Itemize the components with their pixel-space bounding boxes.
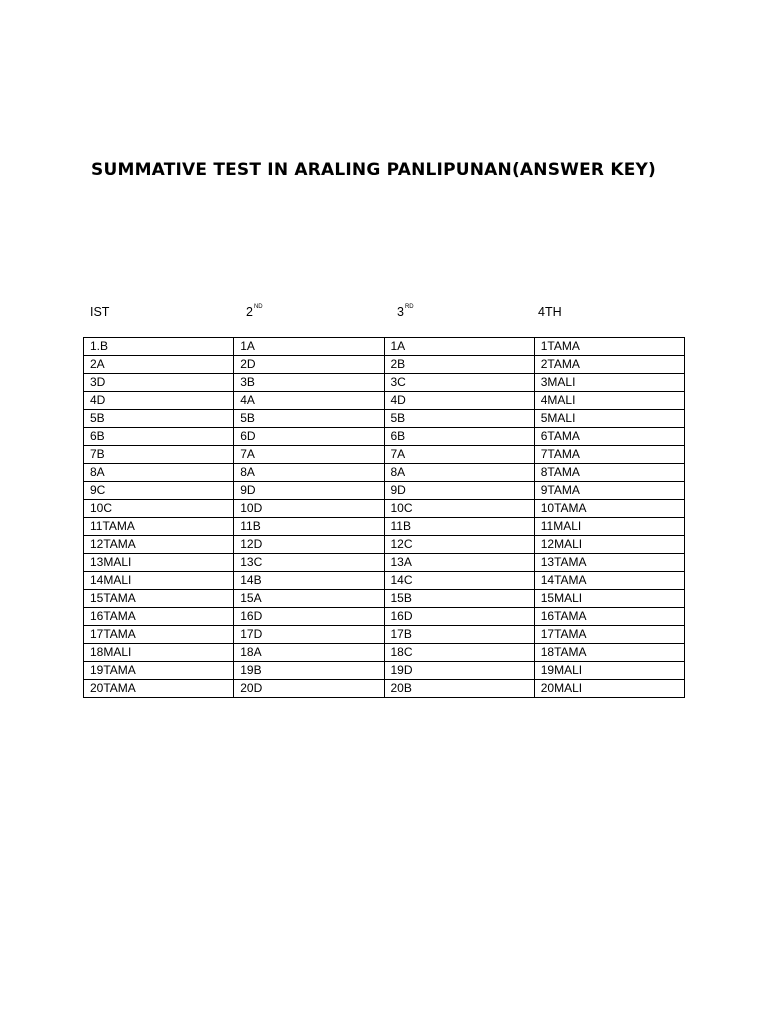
table-cell: 3B bbox=[234, 374, 384, 392]
table-cell: 7TAMA bbox=[534, 446, 684, 464]
table-cell: 8TAMA bbox=[534, 464, 684, 482]
table-cell: 10C bbox=[84, 500, 234, 518]
table-row bbox=[84, 410, 685, 428]
table-cell: 17D bbox=[234, 626, 384, 644]
column-header-2nd-text: 2 bbox=[246, 305, 253, 319]
table-cell: 13TAMA bbox=[534, 554, 684, 572]
table-cell: 12MALI bbox=[534, 536, 684, 554]
table-cell: 18MALI bbox=[84, 644, 234, 662]
table-cell: 10D bbox=[234, 500, 384, 518]
table-cell: 8A bbox=[84, 464, 234, 482]
table-cell: 11MALI bbox=[534, 518, 684, 536]
table-cell: 18TAMA bbox=[534, 644, 684, 662]
table-cell: 20B bbox=[384, 680, 534, 698]
table-cell: 8A bbox=[234, 464, 384, 482]
table-cell: 3C bbox=[384, 374, 534, 392]
table-cell: 15MALI bbox=[534, 590, 684, 608]
table-cell: 2D bbox=[234, 356, 384, 374]
table-cell: 10TAMA bbox=[534, 500, 684, 518]
table-cell: 3D bbox=[84, 374, 234, 392]
table-cell: 14C bbox=[384, 572, 534, 590]
table-row bbox=[84, 590, 685, 608]
table-cell: 7B bbox=[84, 446, 234, 464]
table-row bbox=[84, 626, 685, 644]
table-cell: 15B bbox=[384, 590, 534, 608]
table-cell: 5B bbox=[234, 410, 384, 428]
table-cell: 20MALI bbox=[534, 680, 684, 698]
table-cell: 9C bbox=[84, 482, 234, 500]
table-cell: 16D bbox=[234, 608, 384, 626]
table-row bbox=[84, 464, 685, 482]
table-cell: 12TAMA bbox=[84, 536, 234, 554]
column-header-2nd bbox=[246, 305, 263, 319]
table-cell: 10C bbox=[384, 500, 534, 518]
table-cell: 19B bbox=[234, 662, 384, 680]
table-cell: 18A bbox=[234, 644, 384, 662]
table-row bbox=[84, 374, 685, 392]
table-cell: 4A bbox=[234, 392, 384, 410]
table-cell: 15A bbox=[234, 590, 384, 608]
column-header-1st-text: IST bbox=[90, 305, 110, 319]
column-header-1st bbox=[90, 305, 109, 319]
table-cell: 11B bbox=[234, 518, 384, 536]
table-cell: 1A bbox=[234, 338, 384, 356]
table-cell: 4D bbox=[384, 392, 534, 410]
table-cell: 5B bbox=[84, 410, 234, 428]
table-cell: 19TAMA bbox=[84, 662, 234, 680]
table-cell: 6B bbox=[84, 428, 234, 446]
column-header-2nd-suffix: ND bbox=[253, 304, 263, 310]
answer-key-table bbox=[83, 337, 685, 698]
table-row bbox=[84, 662, 685, 680]
table-cell: 2B bbox=[384, 356, 534, 374]
table-cell: 2A bbox=[84, 356, 234, 374]
table-cell: 13MALI bbox=[84, 554, 234, 572]
table-cell: 5MALI bbox=[534, 410, 684, 428]
table-cell: 9TAMA bbox=[534, 482, 684, 500]
table-row bbox=[84, 554, 685, 572]
table-cell: 3MALI bbox=[534, 374, 684, 392]
table-cell: 9D bbox=[384, 482, 534, 500]
table-cell: 13A bbox=[384, 554, 534, 572]
table-cell: 20D bbox=[234, 680, 384, 698]
table-cell: 17B bbox=[384, 626, 534, 644]
table-row bbox=[84, 518, 685, 536]
table-cell: 17TAMA bbox=[534, 626, 684, 644]
document-title: SUMMATIVE TEST IN ARALING PANLIPUNAN(ANSWER KEY) bbox=[91, 160, 656, 180]
table-cell: 20TAMA bbox=[84, 680, 234, 698]
table-cell: 7A bbox=[384, 446, 534, 464]
table-cell: 1.B bbox=[84, 338, 234, 356]
table-cell: 6D bbox=[234, 428, 384, 446]
table-cell: 7A bbox=[234, 446, 384, 464]
table-cell: 13C bbox=[234, 554, 384, 572]
table-row bbox=[84, 608, 685, 626]
column-header-4th-text: 4TH bbox=[538, 305, 562, 319]
table-cell: 2TAMA bbox=[534, 356, 684, 374]
table-cell: 18C bbox=[384, 644, 534, 662]
table-cell: 15TAMA bbox=[84, 590, 234, 608]
table-cell: 9D bbox=[234, 482, 384, 500]
table-cell: 11TAMA bbox=[84, 518, 234, 536]
table-row bbox=[84, 428, 685, 446]
table-row bbox=[84, 500, 685, 518]
table-cell: 4MALI bbox=[534, 392, 684, 410]
table-cell: 16D bbox=[384, 608, 534, 626]
table-row bbox=[84, 572, 685, 590]
table-cell: 11B bbox=[384, 518, 534, 536]
table-cell: 6B bbox=[384, 428, 534, 446]
table-cell: 12D bbox=[234, 536, 384, 554]
table-cell: 1A bbox=[384, 338, 534, 356]
table-cell: 19D bbox=[384, 662, 534, 680]
answer-key-body bbox=[84, 338, 685, 698]
column-header-4th bbox=[538, 305, 562, 319]
table-cell: 6TAMA bbox=[534, 428, 684, 446]
table-cell: 16TAMA bbox=[534, 608, 684, 626]
table-row bbox=[84, 356, 685, 374]
column-header-3rd-text: 3 bbox=[397, 305, 404, 319]
table-row bbox=[84, 482, 685, 500]
table-cell: 14MALI bbox=[84, 572, 234, 590]
table-cell: 5B bbox=[384, 410, 534, 428]
table-cell: 19MALI bbox=[534, 662, 684, 680]
column-header-3rd-suffix: RD bbox=[404, 304, 414, 310]
table-cell: 8A bbox=[384, 464, 534, 482]
table-row bbox=[84, 338, 685, 356]
table-row bbox=[84, 446, 685, 464]
table-cell: 1TAMA bbox=[534, 338, 684, 356]
table-row bbox=[84, 644, 685, 662]
table-cell: 14B bbox=[234, 572, 384, 590]
table-row bbox=[84, 536, 685, 554]
column-header-3rd bbox=[397, 305, 414, 319]
table-row bbox=[84, 392, 685, 410]
table-cell: 14TAMA bbox=[534, 572, 684, 590]
table-cell: 4D bbox=[84, 392, 234, 410]
table-row bbox=[84, 680, 685, 698]
table-cell: 16TAMA bbox=[84, 608, 234, 626]
table-cell: 17TAMA bbox=[84, 626, 234, 644]
table-cell: 12C bbox=[384, 536, 534, 554]
